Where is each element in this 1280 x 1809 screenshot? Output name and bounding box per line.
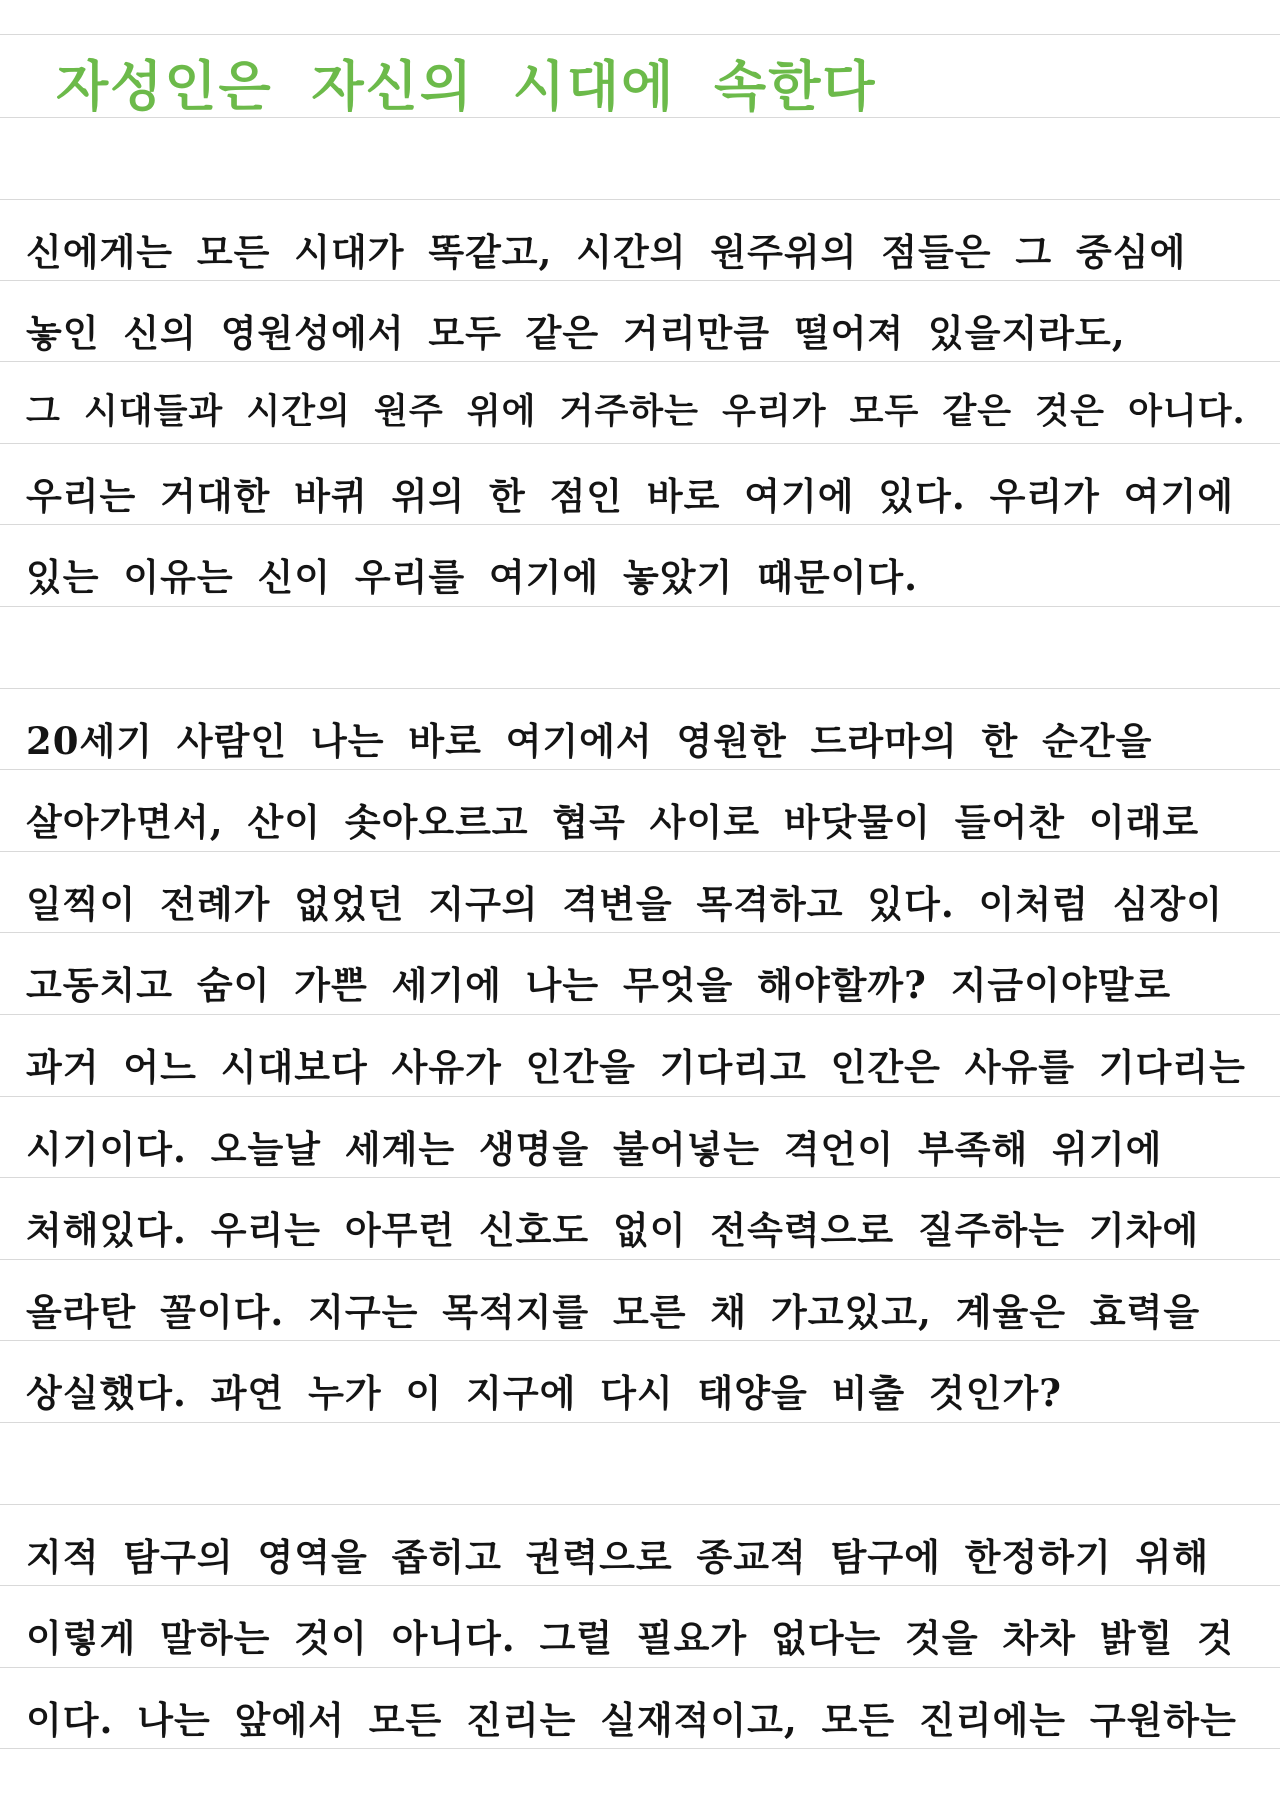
text-line: 우리는 거대한 바퀴 위의 한 점인 바로 여기에 있다. 우리가 여기에: [26, 474, 1234, 518]
text-line: 일찍이 전례가 없었던 지구의 격변을 목격하고 있다. 이처럼 심장이: [26, 882, 1223, 926]
ruled-line: [0, 524, 1280, 525]
ruled-line: [0, 606, 1280, 607]
ruled-line: [0, 1748, 1280, 1749]
text-line: 지적 탐구의 영역을 좁히고 권력으로 종교적 탐구에 한정하기 위해: [26, 1535, 1210, 1579]
ruled-line: [0, 769, 1280, 770]
ruled-line: [0, 361, 1280, 362]
ruled-line: [0, 199, 1280, 200]
text-line: 과거 어느 시대보다 사유가 인간을 기다리고 인간은 사유를 기다리는: [26, 1045, 1246, 1089]
text-line: 상실했다. 과연 누가 이 지구에 다시 태양을 비출 것인가?: [26, 1371, 1062, 1415]
ruled-line: [0, 1096, 1280, 1097]
ruled-line: [0, 1014, 1280, 1015]
text-line: 그 시대들과 시간의 원주 위에 거주하는 우리가 모두 같은 것은 아니다.: [26, 391, 1246, 432]
ruled-line: [0, 851, 1280, 852]
text-line: 시기이다. 오늘날 세계는 생명을 불어넣는 격언이 부족해 위기에: [26, 1127, 1163, 1171]
text-line: 신에게는 모든 시대가 똑같고, 시간의 원주위의 점들은 그 중심에: [26, 230, 1187, 274]
text-line: 놓인 신의 영원성에서 모두 같은 거리만큼 떨어져 있을지라도,: [26, 311, 1126, 355]
ruled-line: [0, 1504, 1280, 1505]
ruled-line: [0, 1585, 1280, 1586]
ruled-line: [0, 34, 1280, 35]
text-line: 살아가면서, 산이 솟아오르고 협곡 사이로 바닷물이 들어찬 이래로: [26, 800, 1200, 844]
text-line: 고동치고 숨이 가쁜 세기에 나는 무엇을 해야할까? 지금이야말로: [26, 963, 1172, 1007]
ruled-line: [0, 1422, 1280, 1423]
ruled-line: [0, 1259, 1280, 1260]
ruled-line: [0, 1177, 1280, 1178]
ruled-line: [0, 932, 1280, 933]
text-line: 20세기 사람인 나는 바로 여기에서 영원한 드라마의 한 순간을: [26, 719, 1153, 763]
ruled-line: [0, 443, 1280, 444]
ruled-line: [0, 688, 1280, 689]
page-title: 자성인은 자신의 시대에 속한다: [56, 54, 877, 118]
text-line: 이다. 나는 앞에서 모든 진리는 실재적이고, 모든 진리에는 구원하는: [26, 1698, 1237, 1742]
ruled-line: [0, 280, 1280, 281]
text-line: 이렇게 말하는 것이 아니다. 그럴 필요가 없다는 것을 차차 밝힐 것: [26, 1616, 1234, 1660]
text-line: 처해있다. 우리는 아무런 신호도 없이 전속력으로 질주하는 기차에: [26, 1208, 1200, 1252]
ruled-line: [0, 1667, 1280, 1668]
text-line: 올라탄 꼴이다. 지구는 목적지를 모른 채 가고있고, 계율은 효력을: [26, 1290, 1201, 1334]
ruled-line: [0, 1340, 1280, 1341]
text-line: 있는 이유는 신이 우리를 여기에 놓았기 때문이다.: [26, 555, 919, 599]
